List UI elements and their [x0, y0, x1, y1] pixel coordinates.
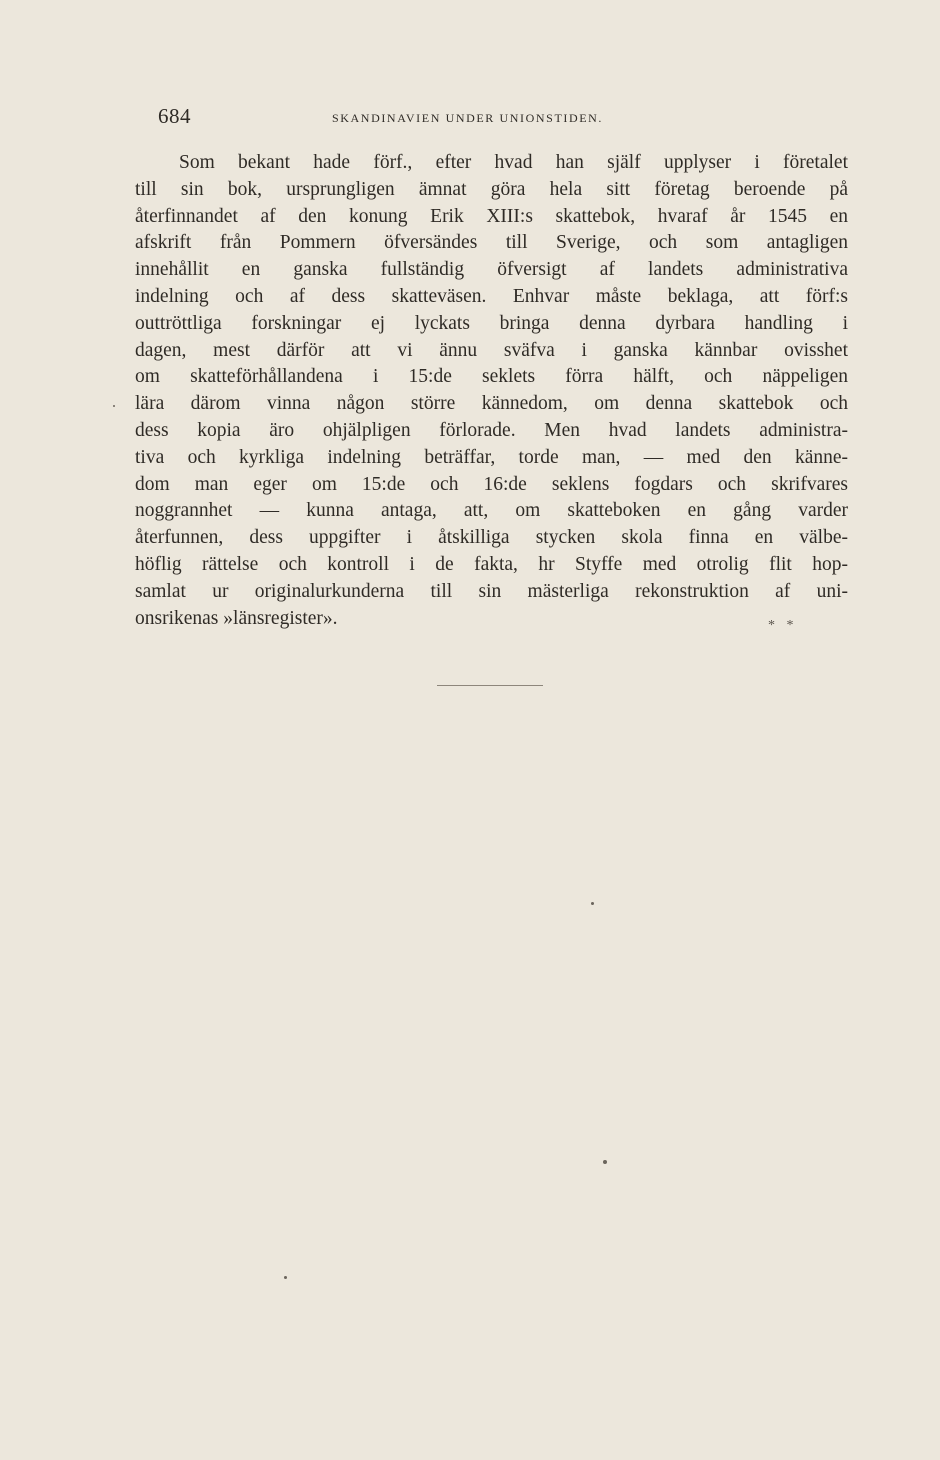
paper-speck	[284, 1276, 287, 1279]
author-signature: * *	[768, 618, 798, 633]
text-line: tiva och kyrkliga indelning beträffar, torde man, — med den känne-	[135, 446, 848, 468]
text-line: om skatteförhållandena i 15:de seklets förra hälft, och näppeligen	[135, 366, 848, 388]
text-line: samlat ur originalurkunderna till sin mästerliga rekonstruktion af uni-	[135, 580, 848, 602]
text-line: återfinnandet af den konung Erik XIII:s skattebok, hvaraf år 1545 en	[135, 205, 848, 227]
text-line: noggrannhet — kunna antaga, att, om skatteboken en gång varder	[135, 500, 848, 522]
page-header	[158, 104, 848, 130]
text-line: dom man eger om 15:de och 16:de seklens fogdars och skrifvares	[135, 473, 848, 495]
paper-speck	[591, 902, 594, 905]
text-line: onsrikenas »länsregister».	[135, 607, 338, 629]
paper-speck	[113, 405, 115, 407]
text-line: höflig rättelse och kontroll i de fakta, hr Styffe med otrolig flit hop-	[135, 553, 848, 575]
text-line: innehållit en ganska fullständig öfversigt af landets administrativa	[135, 259, 848, 281]
section-divider	[437, 685, 543, 686]
text-line: till sin bok, ursprungligen ämnat göra hela sitt företag beroende på	[135, 178, 848, 200]
text-line: dess kopia äro ohjälpligen förlorade. Men hvad landets administra-	[135, 419, 848, 441]
text-line: afskrift från Pommern öfversändes till Sverige, och som antagligen	[135, 232, 848, 254]
body-paragraph	[135, 150, 848, 632]
text-line: outtröttliga forskningar ej lyckats bringa denna dyrbara handling i	[135, 312, 848, 334]
running-head: SKANDINAVIEN UNDER UNIONSTIDEN.	[332, 111, 604, 125]
text-line: indelning och af dess skatteväsen. Enhvar måste beklaga, att förf:s	[135, 285, 848, 307]
text-line: Som bekant hade förf., efter hvad han själf upplyser i företalet	[179, 152, 848, 173]
page-number: 684	[158, 104, 191, 128]
text-line: dagen, mest därför att vi ännu sväfva i ganska kännbar ovisshet	[135, 339, 848, 361]
text-line: återfunnen, dess uppgifter i åtskilliga stycken skola finna en välbe-	[135, 527, 848, 549]
paper-speck	[603, 1160, 607, 1164]
text-line: lära därom vinna någon större kännedom, om denna skattebok och	[135, 393, 848, 415]
